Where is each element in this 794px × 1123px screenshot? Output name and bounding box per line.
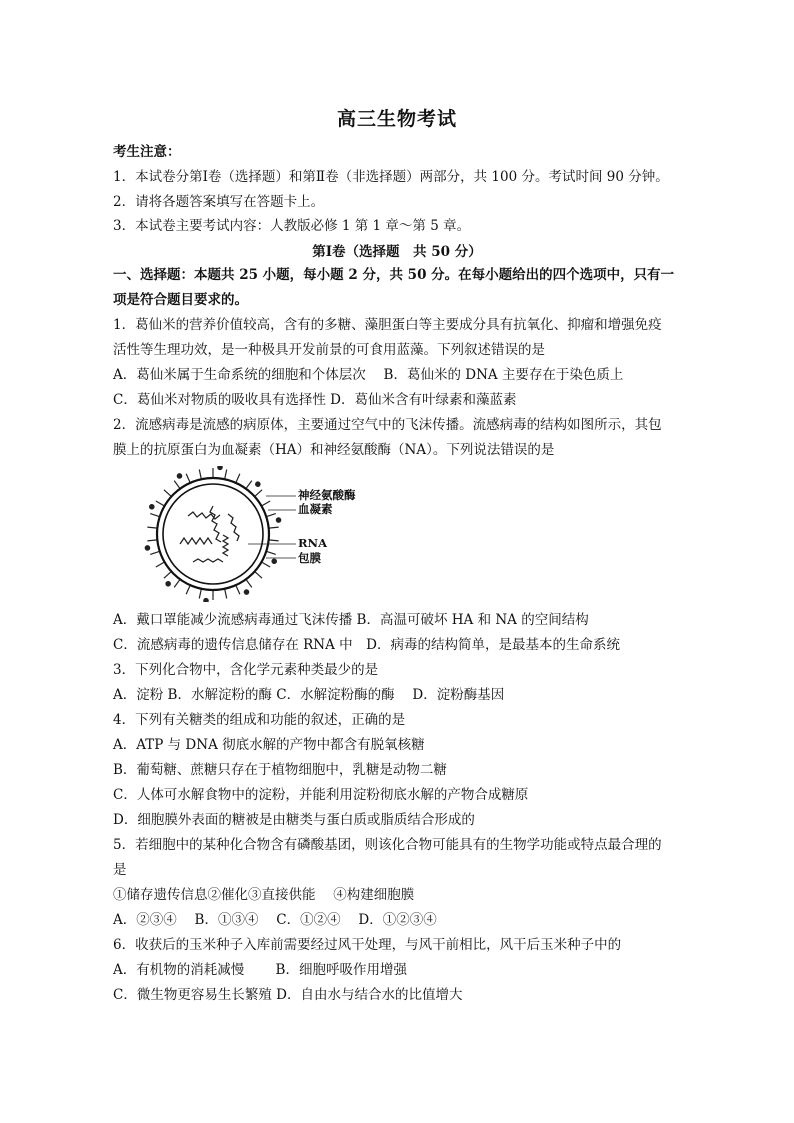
label-rna: RNA (298, 536, 327, 550)
question-option: A．淀粉 B．水解淀粉的酶 C．水解淀粉酶的酶 D．淀粉酶基因 (113, 687, 505, 703)
part-heading: 一、选择题：本题共 25 小题，每小题 2 分，共 50 分。在每小题给出的四个选项中，只有一 (113, 267, 675, 283)
question-stem: 活性等生理功效，是一种极具开发前景的可食用蓝藻。下列叙述错误的是 (113, 342, 545, 358)
question-option: A．有机物的消耗减慢 B．细胞呼吸作用增强 (113, 962, 407, 978)
question-option: D．细胞膜外表面的糖被是由糖类与蛋白质或脂质结合形成的 (113, 812, 475, 828)
notice-item: 3．本试卷主要考试内容：人教版必修 1 第 1 章～第 5 章。 (113, 218, 471, 234)
spikes (145, 466, 281, 602)
question-stem: 膜上的抗原蛋白为血凝素（HA）和神经氨酸酶（NA）。下列说法错误的是 (113, 442, 555, 458)
question-stem: 是 (113, 862, 127, 878)
question-stem: 3．下列化合物中，含化学元素种类最少的是 (113, 662, 379, 678)
question-option: B．葡萄糖、蔗糖只存在于植物细胞中，乳糖是动物二糖 (113, 762, 447, 778)
exam-title: 高三生物考试 (336, 108, 457, 130)
notice-item: 1．本试卷分第Ⅰ卷（选择题）和第Ⅱ卷（非选择题）两部分，共 100 分。考试时间 90 分钟。 (113, 169, 669, 185)
question-option: A．ATP 与 DNA 彻底水解的产物中都含有脱氧核糖 (113, 737, 425, 753)
rna-strands (180, 506, 239, 562)
question-stem: 2．流感病毒是流感的病原体，主要通过空气中的飞沫传播。流感病毒的结构如图所示，其包 (113, 417, 662, 433)
label-envelope: 包膜 (298, 551, 321, 565)
question-stem: 4．下列有关糖类的组成和功能的叙述，正确的是 (113, 712, 406, 728)
question-stem: 6．收获后的玉米种子入库前需要经过风干处理，与风干前相比，风干后玉米种子中的 (113, 937, 622, 953)
question-option: A．葛仙米属于生命系统的细胞和个体层次 B．葛仙米的 DNA 主要存在于染色质上 (113, 367, 624, 383)
question-option: A．②③④ B．①③④ C．①②④ D．①②③④ (113, 912, 437, 928)
question-stem: 1．葛仙米的营养价值较高，含有的多糖、藻胆蛋白等主要成分具有抗氧化、抑瘤和增强免疫 (113, 317, 662, 333)
section-title: 第Ⅰ卷（选择题 共 50 分） (312, 244, 482, 260)
question-option: C．微生物更容易生长繁殖 D．自由水与结合水的比值增大 (113, 987, 463, 1003)
part-heading: 项是符合题目要求的。 (113, 292, 248, 308)
notice-item: 2．请将各题答案填写在答题卡上。 (113, 194, 325, 210)
virus-figure (118, 466, 378, 602)
question-option: C．流感病毒的遗传信息储存在 RNA 中 D．病毒的结构简单，是最基本的生命系统 (113, 637, 620, 653)
question-choices: ①储存遗传信息②催化③直接供能 ④构建细胞膜 (113, 887, 415, 903)
question-option: A．戴口罩能减少流感病毒通过飞沫传播 B．高温可破坏 HA 和 NA 的空间结构 (113, 612, 589, 628)
virus-diagram (118, 466, 378, 602)
question-option: C．葛仙米对物质的吸收具有选择性 D．葛仙米含有叶绿素和藻蓝素 (113, 392, 517, 408)
envelope-inner (163, 484, 263, 584)
leader-lines (248, 496, 296, 558)
label-neuraminidase: 神经氨酸酶 (298, 488, 356, 502)
question-option: C．人体可水解食物中的淀粉，并能利用淀粉彻底水解的产物合成糖原 (113, 787, 529, 803)
question-stem: 5．若细胞中的某种化合物含有磷酸基团，则该化合物可能具有的生物学功能或特点最合理的 (113, 837, 662, 853)
label-hemagglutinin: 血凝素 (298, 502, 333, 516)
notice-heading: 考生注意： (113, 144, 181, 160)
envelope-outer (157, 478, 269, 590)
